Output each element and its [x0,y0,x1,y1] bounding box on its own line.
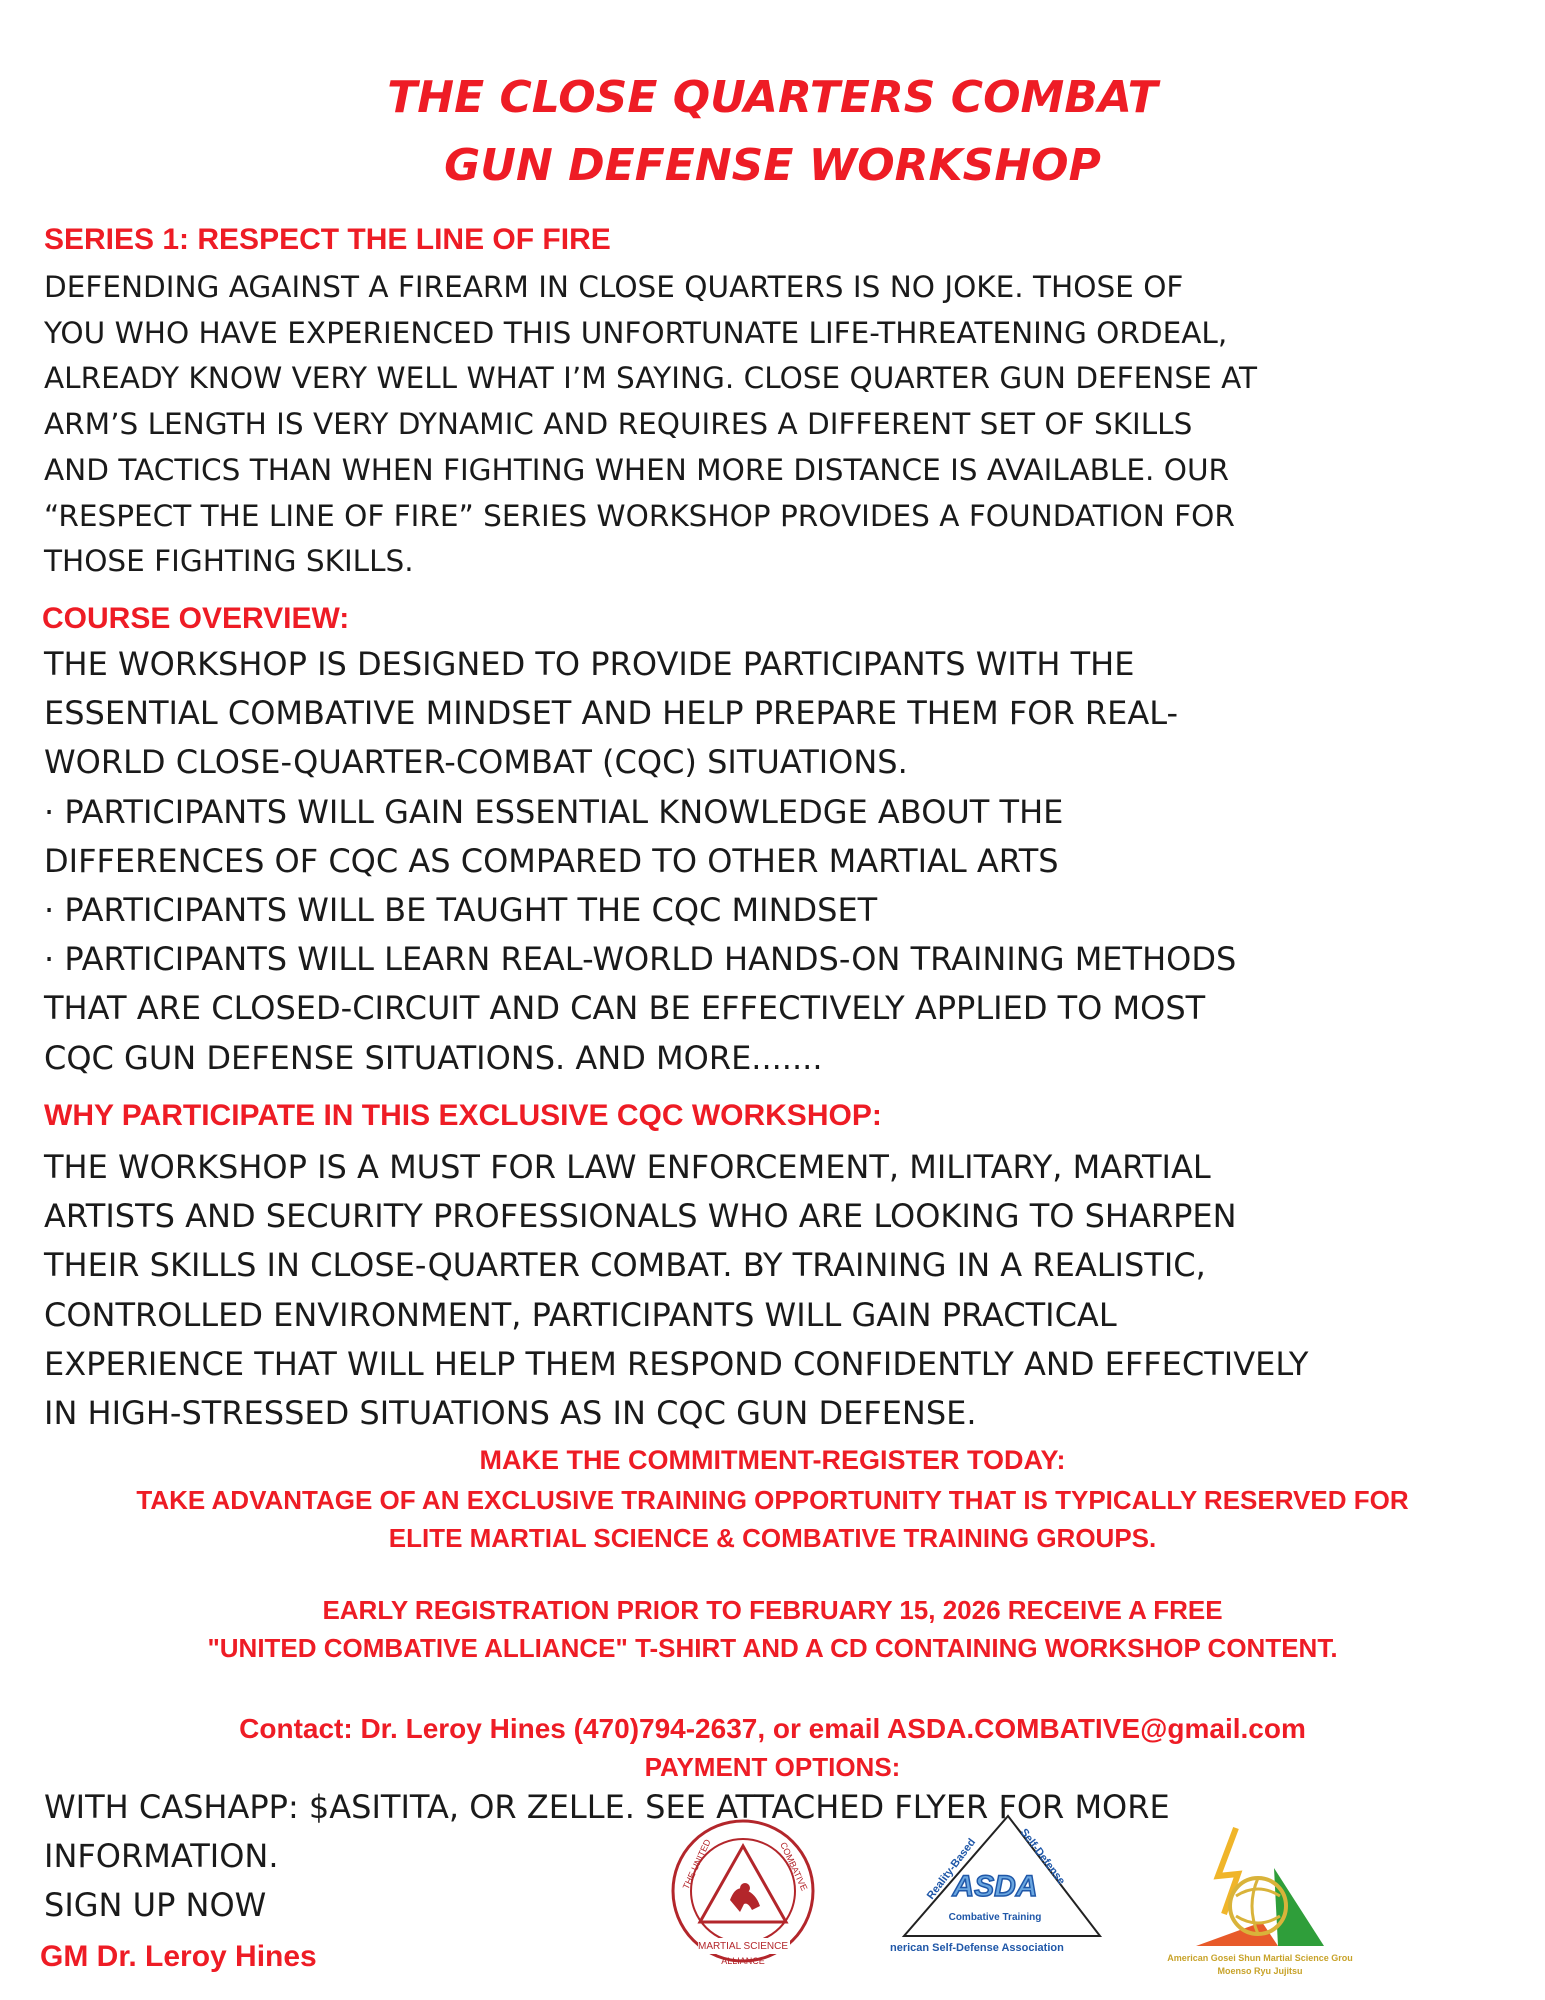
asda-logo [888,1808,1116,1956]
text-line: CONTROLLED ENVIRONMENT, PARTICIPANTS WILL GAIN PRACTICAL [44,1295,1117,1334]
page-title-line2: GUN DEFENSE WORKSHOP [444,140,1101,191]
signature: GM Dr. Leroy Hines [40,1940,317,1973]
signup-text: SIGN UP NOW [44,1886,267,1924]
text-line: DEFENDING AGAINST A FIREARM IN CLOSE QUARTERS IS NO JOKE. THOSE OF [44,270,1184,304]
commit-line2: ELITE MARTIAL SCIENCE & COMBATIVE TRAINING GROUPS. [388,1523,1157,1553]
overview-paragraph [44,640,1236,1083]
series-paragraph [44,265,1257,585]
text-line: CQC GUN DEFENSE SITUATIONS. AND MORE....... [44,1038,823,1077]
asda-text-right: Self-Defense [1017,1826,1068,1888]
early-line1: EARLY REGISTRATION PRIOR TO FEBRUARY 15, 2026 RECEIVE A FREE [322,1595,1223,1625]
uca-text-bottom1: MARTIAL SCIENCE [697,1941,789,1952]
bullet-item: · PARTICIPANTS WILL GAIN ESSENTIAL KNOWLEDGE ABOUT THE [44,792,1064,831]
contact-line: Contact: Dr. Leroy Hines (470)794-2637, or email ASDA.COMBATIVE@gmail.com [239,1713,1306,1744]
text-line: IN HIGH-STRESSED SITUATIONS AS IN CQC GUN DEFENSE. [44,1394,977,1433]
series-heading: SERIES 1: RESPECT THE LINE OF FIRE [44,223,611,256]
asda-text-left: Reality-Based [924,1836,979,1902]
early-line2: "UNITED COMBATIVE ALLIANCE" T-SHIRT AND A CD CONTAINING WORKSHOP CONTENT. [207,1633,1338,1663]
text-line: ARM’S LENGTH IS VERY DYNAMIC AND REQUIRES A DIFFERENT SET OF SKILLS [44,407,1193,442]
uca-text-left: THE UNITED [680,1837,713,1891]
gosei-logo [1166,1818,1366,1978]
text-line: THE WORKSHOP IS DESIGNED TO PROVIDE PARTICIPANTS WITH THE [44,645,1135,683]
text-line: YOU WHO HAVE EXPERIENCED THIS UNFORTUNATE LIFE-THREATENING ORDEAL, [44,315,1228,350]
bullet-item: · PARTICIPANTS WILL LEARN REAL-WORLD HANDS-ON TRAINING METHODS [44,940,1237,979]
payment-line2: INFORMATION. [44,1837,279,1875]
text-line: ARTISTS AND SECURITY PROFESSIONALS WHO ARE LOOKING TO SHARPEN [44,1197,1237,1236]
text-line: “RESPECT THE LINE OF FIRE” SERIES WORKSHOP PROVIDES A FOUNDATION FOR [44,498,1235,533]
text-line: DIFFERENCES OF CQC AS COMPARED TO OTHER MARTIAL ARTS [44,841,1059,880]
text-line: THOSE FIGHTING SKILLS. [44,544,414,579]
asda-bottom: nerican Self-Defense Association [890,1942,1064,1954]
text-line: ALREADY KNOW VERY WELL WHAT I’M SAYING. CLOSE QUARTER GUN DEFENSE AT [44,361,1258,396]
bullet-item: · PARTICIPANTS WILL BE TAUGHT THE CQC MINDSET [44,891,878,930]
uca-logo [670,1818,816,1976]
text-line: ESSENTIAL COMBATIVE MINDSET AND HELP PREPARE THEM FOR REAL- [44,694,1179,733]
text-line: THEIR SKILLS IN CLOSE-QUARTER COMBAT. BY TRAINING IN A REALISTIC, [44,1246,1206,1285]
commit-line1: TAKE ADVANTAGE OF AN EXCLUSIVE TRAINING OPPORTUNITY THAT IS TYPICALLY RESERVED FOR [136,1485,1409,1515]
text-line: THAT ARE CLOSED-CIRCUIT AND CAN BE EFFECTIVELY APPLIED TO MOST [44,989,1206,1028]
why-heading: WHY PARTICIPATE IN THIS EXCLUSIVE CQC WORKSHOP: [44,1099,882,1132]
text-line: AND TACTICS THAN WHEN FIGHTING WHEN MORE DISTANCE IS AVAILABLE. OUR [44,452,1230,487]
why-paragraph [44,1143,1308,1438]
uca-text-bottom2: ALLIANCE [721,1956,765,1966]
commit-heading: MAKE THE COMMITMENT-REGISTER TODAY: [479,1445,1066,1475]
gosei-line2: Moenso Ryu Jujitsu [1217,1966,1303,1976]
uca-text-right: COMBATIVE [778,1840,810,1893]
overview-heading: COURSE OVERVIEW: [42,602,350,635]
page-title-line1: THE CLOSE QUARTERS COMBAT [387,72,1158,123]
text-line: WORLD CLOSE-QUARTER-COMBAT (CQC) SITUATIONS. [44,743,908,782]
gosei-line1: American Gosei Shun Martial Science Grou [1167,1953,1353,1963]
asda-badge: ASDA [952,1870,1038,1903]
asda-sub: Combative Training [948,1912,1042,1923]
text-line: EXPERIENCE THAT WILL HELP THEM RESPOND CONFIDENTLY AND EFFECTIVELY [44,1344,1309,1383]
payment-line1: WITH CASHAPP: $ASITITA, OR ZELLE. SEE ATTACHED FLYER FOR MORE [44,1788,1170,1826]
text-line: THE WORKSHOP IS A MUST FOR LAW ENFORCEMENT, MILITARY, MARTIAL [44,1148,1211,1186]
payment-heading: PAYMENT OPTIONS: [644,1752,901,1782]
